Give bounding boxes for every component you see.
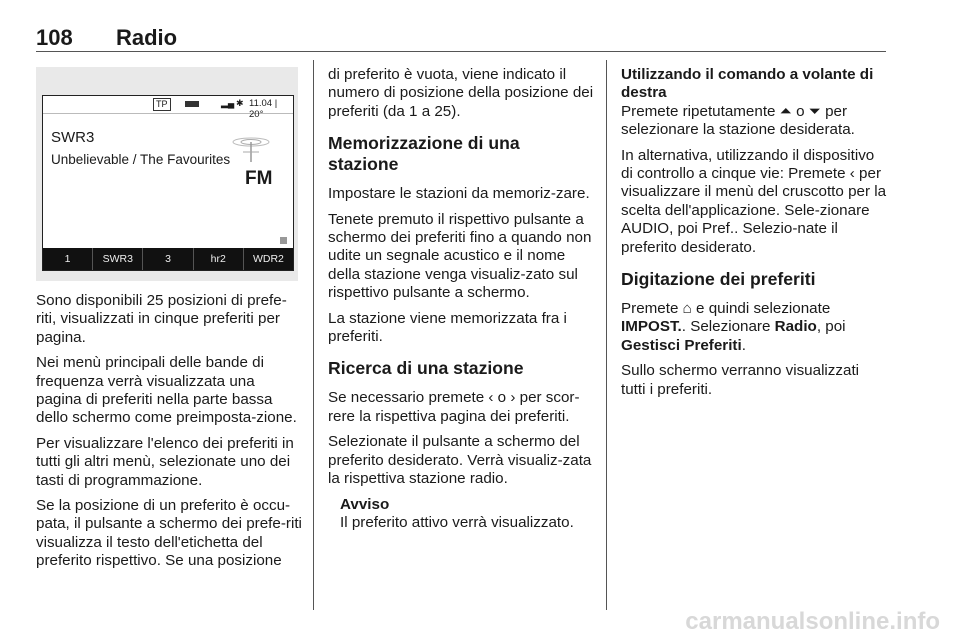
- paragraph: Per visualizzare l'elenco dei preferiti in tutti gli altri menù, selezionate uno dei tasti di programmazione.: [36, 434, 294, 489]
- band-label: FM: [245, 168, 273, 189]
- menu-term: Radio: [774, 318, 817, 336]
- header-rule: [36, 51, 886, 52]
- text-run: Premete: [621, 300, 683, 318]
- preset-button[interactable]: SWR3: [93, 248, 143, 270]
- radio-screen-figure: [36, 67, 298, 281]
- bluetooth-icon: ✱: [236, 98, 244, 108]
- paragraph: La stazione viene memorizzata fra i preferiti.: [328, 309, 567, 346]
- section-heading: Ricerca di una stazione: [328, 358, 524, 379]
- paragraph: Se necessario premete ‹ o › per scor-rere la rispettiva pagina dei preferiti.: [328, 389, 580, 425]
- note-box: [328, 496, 594, 533]
- watermark: carmanualsonline.info: [685, 608, 940, 635]
- note-title: Avviso: [340, 495, 390, 513]
- note-text: Il preferito attivo verrà visualizzato.: [340, 513, 574, 531]
- column-divider: [313, 60, 314, 610]
- paragraph: Sullo schermo verranno visualizzati tutti i preferiti.: [621, 362, 860, 398]
- column-2: [328, 66, 594, 532]
- paragraph: di preferito è vuota, viene indicato il numero di posizione della posizione dei preferiti (da 1 a 25).: [328, 66, 594, 120]
- signal-icon: ▂▄: [221, 98, 235, 108]
- preset-button[interactable]: WDR2: [252, 253, 284, 265]
- column-3: [621, 66, 887, 406]
- menu-term: Gestisci Preferiti: [621, 336, 742, 354]
- section-title: Radio: [116, 25, 178, 50]
- menu-term: IMPOST.: [621, 318, 682, 336]
- clock: 11.04 | 20°: [249, 98, 278, 120]
- column-divider: [606, 60, 607, 610]
- text-run: , poi: [816, 318, 846, 336]
- column-1: [36, 292, 302, 578]
- paragraph: Se la posizione di un preferito è occu-pata, il pulsante a schermo dei prefe-riti visualizza il testo dell'etichetta del preferito rispettivo. Se una posizione: [36, 497, 302, 570]
- paragraph: Tenete premuto il rispettivo pulsante a schermo dei preferiti fino a quando non udite un segnale acustico e il nome della stazione venga visualiz-zato sul rispettivo pulsante a schermo.: [328, 210, 592, 302]
- text-run: e quindi selezionate: [691, 300, 831, 318]
- text-run: . Selezionare: [681, 318, 775, 336]
- section-heading: Memorizzazione di una stazione: [328, 133, 520, 175]
- tp-indicator: TP: [153, 98, 171, 111]
- page-number: 108: [36, 25, 73, 50]
- paragraph: [621, 300, 887, 355]
- station-name: SWR3: [51, 129, 95, 146]
- radio-screen: [42, 95, 294, 271]
- paragraph: Premete ripetutamente ⏶ o ⏷ per selezionare la stazione desiderata.: [621, 102, 855, 139]
- paragraph: Nei menù principali delle bande di frequenza verrà visualizzata una pagina di preferiti nella parte bassa dello schermo come preimposta-zione.: [36, 354, 297, 427]
- paragraph: Impostare le stazioni da memoriz-zare.: [328, 185, 590, 203]
- home-icon: ⌂: [682, 300, 692, 318]
- text-run: .: [741, 336, 746, 354]
- preset-bar: [43, 248, 293, 270]
- song-info: Unbelievable / The Favourites: [51, 152, 231, 167]
- status-bar: [43, 96, 293, 120]
- preset-button[interactable]: 1: [43, 248, 93, 270]
- scroll-indicator: [280, 237, 287, 244]
- page-header: [36, 25, 886, 53]
- radio-wave-icon: [229, 134, 273, 164]
- subheading: Utilizzando il comando a volante di destra: [621, 66, 874, 102]
- preset-button[interactable]: hr2: [194, 248, 244, 270]
- paragraph: Sono disponibili 25 posizioni di prefe-riti, visualizzati in cinque preferiti per pagina.: [36, 292, 287, 346]
- paragraph: In alternativa, utilizzando il dispositivo di controllo a cinque vie: Premete ‹ per visualizzare il menù del cruscotto per la scelta dell'applicazione. Sele-zionare AUDIO, poi Pref.. Selezio-nate il preferito desiderato.: [621, 146, 887, 256]
- battery-icon: [185, 101, 199, 107]
- preset-button[interactable]: 3: [143, 248, 193, 270]
- section-heading: Digitazione dei preferiti: [621, 269, 816, 290]
- paragraph: Selezionate il pulsante a schermo del preferito desiderato. Verrà visualiz-zata la rispettiva stazione radio.: [328, 433, 592, 488]
